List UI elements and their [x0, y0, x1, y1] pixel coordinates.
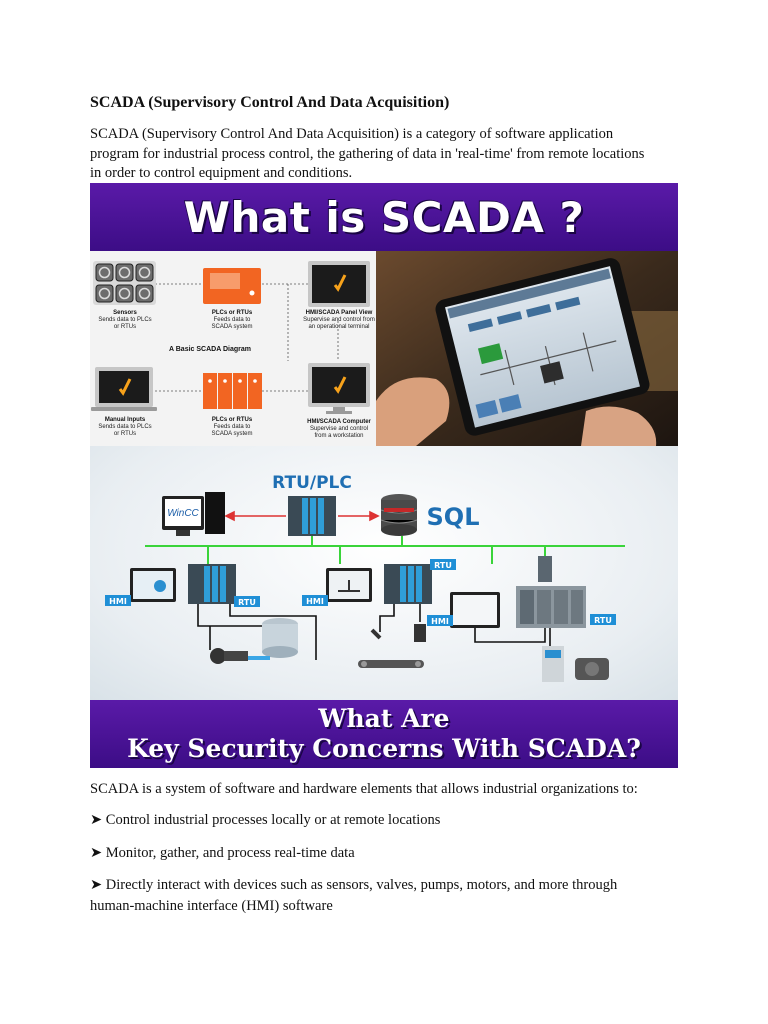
node-manual-title: Manual Inputs [104, 417, 146, 423]
node-hmi-computer-desc1: Supervise and control [309, 426, 369, 432]
tablet-photo [376, 251, 678, 446]
scada-figure [90, 183, 678, 768]
top-plc-icon [288, 496, 336, 536]
conveyor-icon [358, 624, 426, 668]
bullet-item-1: ➤ Control industrial processes locally or at remote locations [90, 812, 441, 828]
node-hmi-computer-desc2: from a workstation [314, 433, 364, 439]
intro-line-2: program for industrial process control, the gathering of data in 'real-time' from remote locations [90, 145, 645, 162]
node-plc2-desc1: Feeds data to [213, 424, 251, 430]
node-plc2-title: PLCs or RTUs [211, 417, 253, 423]
node-hmi-panel-desc1: Supervise and control from [303, 317, 375, 323]
right-plc-rack [516, 556, 616, 628]
node-plc1-desc2: SCADA system [211, 324, 253, 330]
hmi-tag-right: HMI [431, 617, 449, 626]
banner-what-is-scada: What is SCADA ? [90, 183, 678, 251]
wincc-workstation-icon [162, 492, 225, 536]
basic-diagram-caption: A Basic SCADA Diagram [169, 346, 251, 353]
motor-drive-icon [542, 646, 609, 682]
network-svg [90, 446, 678, 700]
hmi-tag-left: HMI [109, 597, 127, 606]
wincc-label: WinCC [167, 508, 199, 519]
body-intro: SCADA is a system of software and hardware elements that allows industrial organizations to: [90, 781, 638, 797]
node-manual-desc2: or RTUs [113, 431, 137, 437]
tablet-illustration [376, 251, 678, 446]
basic-scada-diagram [90, 251, 376, 446]
node-plc2-desc2: SCADA system [211, 431, 253, 437]
node-sensors-desc1: Sends data to PLCs [98, 317, 152, 323]
sensors-icon [93, 261, 156, 305]
middle-hmi-group [302, 559, 456, 606]
rtu-tag-left: RTU [238, 598, 256, 607]
rtu-tag-middle: RTU [434, 561, 452, 570]
node-plc1-title: PLCs or RTUs [211, 310, 253, 316]
node-plc1-desc1: Feeds data to [213, 317, 251, 323]
intro-line-3: in order to control equipment and conditions. [90, 165, 353, 181]
tank-icon [240, 618, 298, 658]
hmi-panel-icon [308, 261, 370, 307]
node-sensors-title: Sensors [113, 310, 137, 316]
banner-bottom-line-2: Key Security Concerns With SCADA? [127, 734, 641, 763]
bullet-item-2: ➤ Monitor, gather, and process real-time data [90, 845, 355, 861]
bullet-item-3 [90, 875, 690, 917]
bullet-item-3-line-2: human-machine interface (HMI) software [90, 898, 333, 914]
left-hmi-group [105, 564, 260, 607]
rtu-tag-right: RTU [594, 616, 612, 625]
hmi-tag-middle: HMI [306, 597, 324, 606]
node-hmi-panel-title: HMI/SCADA Panel View [305, 310, 373, 316]
laptop-icon [91, 367, 157, 411]
intro-paragraph [90, 125, 690, 184]
node-hmi-computer-title: HMI/SCADA Computer [307, 419, 371, 425]
bullet-item-3-line-1: ➤ Directly interact with devices such as sensors, valves, pumps, motors, and more through [90, 877, 618, 893]
banner-bottom-line-1: What Are [318, 704, 450, 733]
node-sensors-desc2: or RTUs [113, 324, 137, 330]
intro-line-1: SCADA (Supervisory Control And Data Acquisition) is a category of software application [90, 126, 614, 142]
banner-key-security-concerns [90, 700, 678, 768]
monitor-icon [308, 363, 370, 414]
node-manual-desc1: Sends data to PLCs [98, 424, 152, 430]
plc-icon [203, 268, 261, 304]
scada-network-diagram [90, 446, 678, 700]
basic-diagram-svg [90, 251, 376, 446]
right-hmi-group [427, 592, 500, 628]
rtu-plc-label: RTU/PLC [272, 473, 352, 493]
node-hmi-panel-desc2: an operational terminal [308, 324, 370, 330]
pump-icon [210, 648, 248, 664]
page-title: SCADA (Supervisory Control And Data Acquisition) [90, 94, 450, 111]
plc-rack-icon [203, 373, 262, 409]
database-icon [381, 494, 417, 536]
network-bus [145, 536, 625, 564]
sql-label: SQL [426, 503, 480, 531]
